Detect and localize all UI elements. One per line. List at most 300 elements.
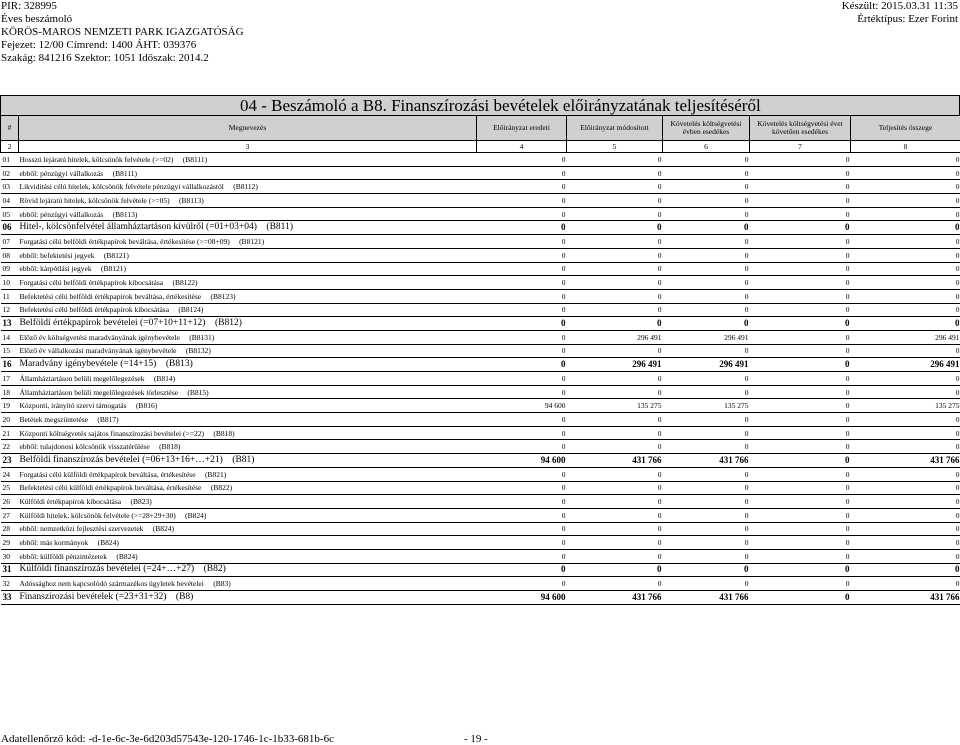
row-name: Központi költségvetés sajátos finanszírozási bevételei (>=22) (20, 429, 204, 438)
row-value-fulfilment: 0 (851, 522, 960, 536)
table-row (1, 153, 960, 167)
row-value-original: 0 (477, 317, 567, 331)
row-value-claim-current: 0 (663, 508, 750, 522)
row-description (19, 221, 477, 235)
row-value-fulfilment: 0 (851, 276, 960, 290)
row-value-original: 0 (477, 330, 567, 344)
row-description (19, 413, 477, 427)
row-value-claim-next: 0 (750, 399, 851, 413)
row-value-fulfilment: 0 (851, 194, 960, 208)
row-value-modified: 0 (567, 563, 663, 577)
row-name: ebből: befektetési jegyek (20, 251, 95, 260)
row-description (19, 372, 477, 386)
row-name: Befektetési célú belföldi értékpapírok beváltása, értékesítése (20, 292, 202, 301)
row-code: 22 (1, 440, 19, 454)
column-number-row (1, 141, 960, 153)
row-code: 04 (1, 194, 19, 208)
row-value-claim-next: 0 (750, 235, 851, 249)
row-description (19, 577, 477, 591)
row-value-claim-current: 0 (663, 549, 750, 563)
col-header-claim-next: Követelés költségvetési évet követően esedékes (750, 116, 851, 141)
row-code: 23 (1, 454, 19, 468)
row-value-fulfilment: 0 (851, 303, 960, 317)
row-description (19, 454, 477, 468)
table-row (1, 481, 960, 495)
row-value-claim-current: 296 491 (663, 330, 750, 344)
row-value-claim-current: 0 (663, 235, 750, 249)
row-value-claim-current: 0 (663, 522, 750, 536)
row-reference: (B824) (185, 511, 206, 520)
row-value-fulfilment: 0 (851, 207, 960, 221)
row-value-claim-current: 431 766 (663, 591, 750, 605)
row-description (19, 536, 477, 550)
row-value-claim-next: 0 (750, 495, 851, 509)
table-row (1, 344, 960, 358)
financing-revenue-table (0, 115, 960, 605)
row-name: Előző év költségvetési maradványának igénybevétele (20, 333, 180, 342)
organization-name: KÖRÖS-MAROS NEMZETI PARK IGAZGATÓSÁG (1, 26, 244, 38)
row-value-original: 0 (477, 276, 567, 290)
row-code: 03 (1, 180, 19, 194)
row-value-claim-next: 0 (750, 563, 851, 577)
row-value-fulfilment: 0 (851, 180, 960, 194)
row-reference: (B8122) (172, 278, 197, 287)
row-value-fulfilment: 0 (851, 166, 960, 180)
row-code: 09 (1, 262, 19, 276)
row-value-claim-next: 0 (750, 508, 851, 522)
row-value-claim-current: 0 (663, 344, 750, 358)
row-code: 21 (1, 426, 19, 440)
row-value-original: 0 (477, 440, 567, 454)
table-row (1, 330, 960, 344)
row-value-original: 0 (477, 207, 567, 221)
row-reference: (B8121) (104, 251, 129, 260)
row-value-modified: 0 (567, 276, 663, 290)
row-code: 29 (1, 536, 19, 550)
row-value-original: 0 (477, 426, 567, 440)
row-value-original: 0 (477, 303, 567, 317)
row-description (19, 399, 477, 413)
row-code: 31 (1, 563, 19, 577)
row-description (19, 481, 477, 495)
row-name: Államháztartáson belüli megelőlegezések törlesztése (20, 388, 178, 397)
sector-info: Szakág: 841216 Szektor: 1051 Időszak: 2014.2 (1, 52, 209, 64)
row-name: Finanszírozási bevételek (=23+31+32) (20, 592, 167, 602)
row-name: Hitel-, kölcsönfelvétel államháztartáson kívülről (=01+03+04) (20, 222, 257, 232)
row-value-modified: 0 (567, 426, 663, 440)
row-value-modified: 0 (567, 180, 663, 194)
row-description (19, 549, 477, 563)
col-header-original: Előirányzat eredeti (477, 116, 567, 141)
row-name: ebből: pénzügyi vállalkozás (20, 210, 104, 219)
row-value-claim-current: 0 (663, 207, 750, 221)
col-number-1: 2 (1, 141, 19, 153)
row-value-claim-current: 0 (663, 166, 750, 180)
row-value-claim-next: 0 (750, 481, 851, 495)
row-value-original: 0 (477, 467, 567, 481)
row-value-claim-next: 0 (750, 549, 851, 563)
row-name: ebből: pénzügyi vállalkozás (20, 169, 104, 178)
row-value-original: 94 600 (477, 454, 567, 468)
row-value-fulfilment: 0 (851, 481, 960, 495)
row-value-claim-current: 0 (663, 536, 750, 550)
row-description (19, 563, 477, 577)
table-row (1, 289, 960, 303)
row-reference: (B813) (166, 359, 193, 369)
row-value-original: 0 (477, 221, 567, 235)
row-value-claim-current: 0 (663, 426, 750, 440)
row-description (19, 522, 477, 536)
row-code: 12 (1, 303, 19, 317)
row-value-fulfilment: 0 (851, 153, 960, 167)
row-value-modified: 0 (567, 481, 663, 495)
created-timestamp: Készült: 2015.03.31 11:35 (842, 0, 958, 12)
row-reference: (B815) (187, 388, 208, 397)
row-code: 30 (1, 549, 19, 563)
row-value-fulfilment: 0 (851, 549, 960, 563)
row-name: Belföldi értékpapírok bevételei (=07+10+11+12) (20, 318, 206, 328)
row-reference: (B8111) (113, 169, 137, 178)
row-reference: (B811) (266, 222, 293, 232)
row-value-claim-next: 0 (750, 207, 851, 221)
row-description (19, 467, 477, 481)
col-number-2: 3 (19, 141, 477, 153)
row-value-claim-next: 0 (750, 358, 851, 372)
row-value-modified: 0 (567, 317, 663, 331)
table-header-row (1, 116, 960, 141)
table-row (1, 549, 960, 563)
row-name: ebből: más kormányok (20, 538, 89, 547)
validation-code: Adatellenőrző kód: -d-1e-6c-3e-6d203d57543e-120-1746-1c-1b33-681b-6c (1, 733, 334, 745)
row-value-original: 94 600 (477, 591, 567, 605)
row-code: 02 (1, 166, 19, 180)
row-name: Külföldi finanszírozás bevételei (=24+…+27) (20, 564, 195, 574)
row-value-claim-next: 0 (750, 166, 851, 180)
row-code: 13 (1, 317, 19, 331)
col-header-number: # (1, 116, 19, 141)
report-title: 04 - Beszámoló a B8. Finanszírozási bevételek előirányzatának teljesítéséről (240, 96, 761, 116)
row-value-modified: 431 766 (567, 454, 663, 468)
row-description (19, 358, 477, 372)
row-value-original: 0 (477, 289, 567, 303)
row-value-original: 0 (477, 344, 567, 358)
row-code: 24 (1, 467, 19, 481)
row-description (19, 180, 477, 194)
row-value-original: 0 (477, 508, 567, 522)
row-value-claim-next: 0 (750, 372, 851, 386)
row-value-fulfilment: 0 (851, 262, 960, 276)
row-value-original: 0 (477, 577, 567, 591)
table-row (1, 563, 960, 577)
row-value-claim-next: 0 (750, 413, 851, 427)
row-description (19, 153, 477, 167)
row-value-claim-current: 0 (663, 248, 750, 262)
row-value-claim-current: 0 (663, 317, 750, 331)
row-value-claim-current: 0 (663, 289, 750, 303)
row-value-fulfilment: 0 (851, 289, 960, 303)
row-name: Forgatási célú belföldi értékpapírok kibocsátása (20, 278, 164, 287)
row-value-modified: 0 (567, 153, 663, 167)
row-description (19, 194, 477, 208)
table-row (1, 262, 960, 276)
row-code: 27 (1, 508, 19, 522)
table-body (1, 153, 960, 605)
row-name: Hosszú lejáratú hitelek, kölcsönök felvétele (>=02) (20, 155, 174, 164)
table-row (1, 303, 960, 317)
row-value-modified: 0 (567, 303, 663, 317)
col-header-name: Megnevezés (19, 116, 477, 141)
row-description (19, 317, 477, 331)
table-row (1, 166, 960, 180)
row-value-original: 0 (477, 166, 567, 180)
row-value-fulfilment: 0 (851, 577, 960, 591)
row-description (19, 166, 477, 180)
row-name: Likviditási célú hitelek, kölcsönök felvétele pénzügyi vállalkozástól (20, 182, 224, 191)
row-value-original: 0 (477, 358, 567, 372)
row-reference: (B824) (98, 538, 119, 547)
row-value-claim-next: 0 (750, 221, 851, 235)
row-value-fulfilment: 0 (851, 235, 960, 249)
row-code: 26 (1, 495, 19, 509)
row-value-original: 0 (477, 180, 567, 194)
row-reference: (B8121) (101, 264, 126, 273)
table-row (1, 591, 960, 605)
row-value-modified: 0 (567, 536, 663, 550)
row-value-original: 0 (477, 563, 567, 577)
row-name: ebből: külföldi pénzintézetek (20, 552, 107, 561)
row-value-fulfilment: 431 766 (851, 454, 960, 468)
row-value-modified: 0 (567, 221, 663, 235)
table-row (1, 358, 960, 372)
row-value-claim-next: 0 (750, 577, 851, 591)
row-value-claim-next: 0 (750, 180, 851, 194)
row-value-claim-next: 0 (750, 426, 851, 440)
row-value-claim-next: 0 (750, 248, 851, 262)
table-row (1, 276, 960, 290)
row-value-fulfilment: 0 (851, 248, 960, 262)
row-name: Adóssághoz nem kapcsolódó származékos ügyletek bevételei (20, 579, 204, 588)
row-value-modified: 0 (567, 372, 663, 386)
row-name: Külföldi hitelek, kölcsönök felvétele (>=28+29+30) (20, 511, 176, 520)
table-row (1, 536, 960, 550)
row-value-claim-current: 135 275 (663, 399, 750, 413)
row-reference: (B8132) (186, 346, 211, 355)
row-code: 19 (1, 399, 19, 413)
row-reference: (B817) (97, 415, 118, 424)
row-reference: (B8123) (210, 292, 235, 301)
table-row (1, 372, 960, 386)
table-row (1, 508, 960, 522)
row-value-fulfilment: 0 (851, 563, 960, 577)
row-code: 20 (1, 413, 19, 427)
row-code: 28 (1, 522, 19, 536)
row-value-original: 0 (477, 248, 567, 262)
chapter-info: Fejezet: 12/00 Címrend: 1400 ÁHT: 039376 (1, 39, 196, 51)
row-value-claim-current: 0 (663, 194, 750, 208)
row-value-fulfilment: 0 (851, 344, 960, 358)
row-name: ebből: nemzetközi fejlesztési szervezetek (20, 524, 144, 533)
row-reference: (B8112) (233, 182, 258, 191)
row-code: 17 (1, 372, 19, 386)
col-number-3: 4 (477, 141, 567, 153)
row-code: 33 (1, 591, 19, 605)
row-description (19, 591, 477, 605)
row-value-modified: 0 (567, 577, 663, 591)
row-value-fulfilment: 0 (851, 467, 960, 481)
pir-label: PIR: 328995 (1, 0, 57, 12)
row-value-claim-current: 0 (663, 276, 750, 290)
row-description (19, 426, 477, 440)
row-reference: (B821) (205, 470, 226, 479)
row-value-original: 0 (477, 262, 567, 276)
row-name: Befektetési célú külföldi értékpapírok beváltása, értékesítése (20, 483, 202, 492)
row-name: Maradvány igénybevétele (=14+15) (20, 359, 157, 369)
row-value-claim-current: 0 (663, 153, 750, 167)
table-row (1, 385, 960, 399)
row-value-claim-next: 0 (750, 194, 851, 208)
row-value-modified: 0 (567, 248, 663, 262)
row-value-claim-current: 0 (663, 577, 750, 591)
report-type-label: Éves beszámoló (1, 13, 72, 25)
row-value-claim-next: 0 (750, 289, 851, 303)
row-value-claim-current: 0 (663, 372, 750, 386)
row-name: Külföldi értékpapírok kibocsátása (20, 497, 122, 506)
row-value-claim-current: 0 (663, 440, 750, 454)
row-description (19, 508, 477, 522)
row-reference: (B823) (131, 497, 152, 506)
row-reference: (B8111) (183, 155, 207, 164)
row-value-claim-current: 0 (663, 563, 750, 577)
row-description (19, 289, 477, 303)
row-value-modified: 431 766 (567, 591, 663, 605)
row-reference: (B8) (176, 592, 193, 602)
row-reference: (B8113) (179, 196, 204, 205)
table-row (1, 577, 960, 591)
row-name: Betétek megszüntetése (20, 415, 89, 424)
row-value-original: 0 (477, 235, 567, 249)
row-reference: (B824) (116, 552, 137, 561)
row-description (19, 344, 477, 358)
row-code: 15 (1, 344, 19, 358)
row-reference: (B83) (213, 579, 231, 588)
row-value-original: 0 (477, 194, 567, 208)
row-value-fulfilment: 296 491 (851, 330, 960, 344)
row-value-claim-next: 0 (750, 591, 851, 605)
row-value-modified: 0 (567, 235, 663, 249)
row-reference: (B818) (213, 429, 234, 438)
row-value-claim-next: 0 (750, 276, 851, 290)
row-value-claim-next: 0 (750, 454, 851, 468)
row-value-fulfilment: 0 (851, 317, 960, 331)
row-value-modified: 0 (567, 385, 663, 399)
row-value-fulfilment: 0 (851, 372, 960, 386)
row-value-modified: 0 (567, 262, 663, 276)
row-description (19, 248, 477, 262)
row-reference: (B822) (211, 483, 232, 492)
row-value-modified: 0 (567, 194, 663, 208)
row-name: Előző év vállalkozási maradványának igénybevétele (20, 346, 177, 355)
row-value-modified: 0 (567, 344, 663, 358)
row-value-original: 0 (477, 153, 567, 167)
row-description (19, 385, 477, 399)
row-value-modified: 0 (567, 467, 663, 481)
table-row (1, 317, 960, 331)
table-row (1, 194, 960, 208)
table-row (1, 207, 960, 221)
row-value-original: 0 (477, 372, 567, 386)
row-reference: (B8113) (113, 210, 138, 219)
row-description (19, 440, 477, 454)
row-value-claim-next: 0 (750, 344, 851, 358)
row-description (19, 495, 477, 509)
row-code: 01 (1, 153, 19, 167)
row-value-fulfilment: 135 275 (851, 399, 960, 413)
row-value-original: 0 (477, 385, 567, 399)
row-value-modified: 0 (567, 166, 663, 180)
table-row (1, 454, 960, 468)
table-row (1, 440, 960, 454)
col-number-5: 6 (663, 141, 750, 153)
row-value-claim-next: 0 (750, 522, 851, 536)
table-row (1, 522, 960, 536)
row-value-fulfilment: 0 (851, 495, 960, 509)
row-reference: (B824) (153, 524, 174, 533)
col-number-6: 7 (750, 141, 851, 153)
row-value-modified: 0 (567, 289, 663, 303)
row-reference: (B82) (204, 564, 226, 574)
row-code: 05 (1, 207, 19, 221)
row-value-claim-next: 0 (750, 317, 851, 331)
row-value-claim-next: 0 (750, 467, 851, 481)
row-value-claim-next: 0 (750, 440, 851, 454)
row-value-modified: 0 (567, 495, 663, 509)
row-description (19, 330, 477, 344)
row-value-claim-current: 0 (663, 262, 750, 276)
col-header-claim-current: Követelés költségvetési évben esedékes (663, 116, 750, 141)
col-number-4: 5 (567, 141, 663, 153)
row-value-claim-next: 0 (750, 385, 851, 399)
table-row (1, 467, 960, 481)
row-code: 32 (1, 577, 19, 591)
row-value-claim-current: 0 (663, 385, 750, 399)
row-name: Befektetési célú belföldi értékpapírok kibocsátása (20, 305, 170, 314)
row-value-original: 0 (477, 549, 567, 563)
row-code: 18 (1, 385, 19, 399)
row-name: ebből: tulajdonosi kölcsönök visszatérülése (20, 442, 150, 451)
row-description (19, 303, 477, 317)
row-value-claim-next: 0 (750, 303, 851, 317)
table-row (1, 399, 960, 413)
row-value-claim-current: 431 766 (663, 454, 750, 468)
row-value-original: 94 600 (477, 399, 567, 413)
row-name: Központi, irányító szervi támogatás (20, 401, 127, 410)
row-reference: (B818) (159, 442, 180, 451)
row-value-fulfilment: 0 (851, 385, 960, 399)
row-value-fulfilment: 0 (851, 221, 960, 235)
page-number: - 19 - (464, 733, 488, 745)
row-value-original: 0 (477, 481, 567, 495)
col-number-7: 8 (851, 141, 960, 153)
row-value-fulfilment: 0 (851, 508, 960, 522)
row-name: Rövid lejáratú hitelek, kölcsönök felvétele (>=05) (20, 196, 170, 205)
row-name: Belföldi finanszírozás bevételei (=06+13+16+…+21) (20, 455, 223, 465)
row-name: Forgatási célú belföldi értékpapírok beváltása, értékesítése (>=08+09) (20, 237, 230, 246)
row-value-modified: 0 (567, 440, 663, 454)
row-value-claim-current: 0 (663, 481, 750, 495)
row-value-modified: 0 (567, 413, 663, 427)
row-code: 08 (1, 248, 19, 262)
row-value-claim-current: 0 (663, 180, 750, 194)
